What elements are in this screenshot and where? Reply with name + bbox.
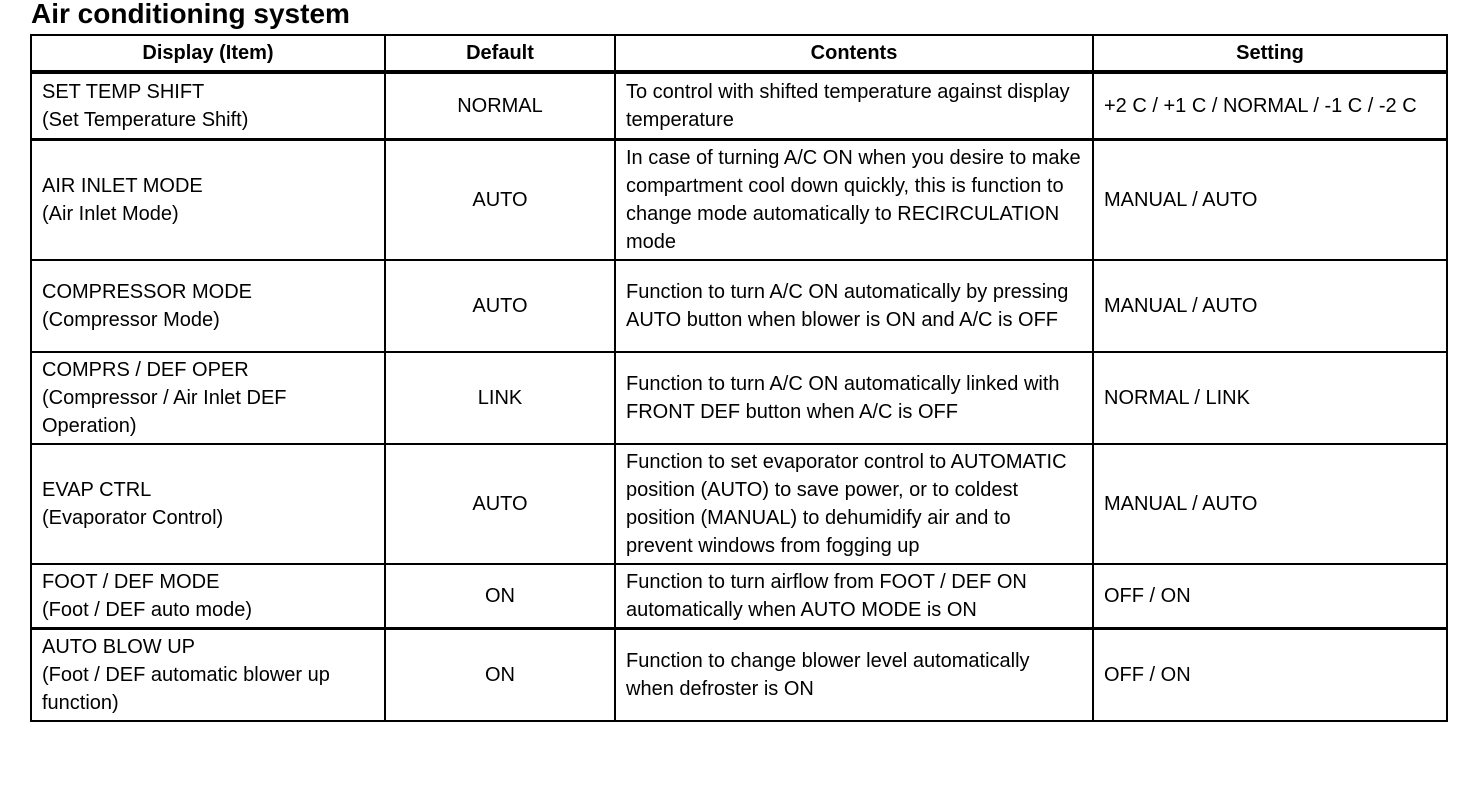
default-cell: ON [385,629,615,722]
table-row [31,260,1447,352]
item-cell [31,564,385,629]
item-description: (Set Temperature Shift) [42,109,249,131]
table-row [31,564,1447,629]
item-description: (Foot / DEF automatic blower up function) [42,664,330,714]
header-default: Default [385,35,615,72]
header-setting: Setting [1093,35,1447,72]
table-row [31,140,1447,261]
table-row [31,352,1447,444]
setting-cell: MANUAL / AUTO [1093,140,1447,261]
item-cell [31,444,385,564]
item-code: AUTO BLOW UP [42,636,195,658]
header-display-item: Display (Item) [31,35,385,72]
contents-cell: Function to turn A/C ON automatically by pressing AUTO button when blower is ON and A/C is OFF [615,260,1093,352]
contents-cell: In case of turning A/C ON when you desire to make compartment cool down quickly, this is function to change mode automatically to RECIRCULATION mode [615,140,1093,261]
table-row [31,629,1447,722]
item-description: (Foot / DEF auto mode) [42,599,253,621]
item-cell [31,72,385,140]
item-cell [31,260,385,352]
table-row [31,444,1447,564]
item-code: EVAP CTRL [42,479,152,501]
setting-cell: +2 C / +1 C / NORMAL / -1 C / -2 C [1093,72,1447,140]
contents-cell: Function to turn A/C ON automatically linked with FRONT DEF button when A/C is OFF [615,352,1093,444]
item-description: (Compressor / Air Inlet DEF Operation) [42,387,287,437]
item-description: (Compressor Mode) [42,309,220,331]
item-code: AIR INLET MODE [42,175,203,197]
item-code: FOOT / DEF MODE [42,571,220,593]
default-cell: AUTO [385,140,615,261]
setting-cell: NORMAL / LINK [1093,352,1447,444]
contents-cell: Function to change blower level automatically when defroster is ON [615,629,1093,722]
item-cell [31,629,385,722]
header-contents: Contents [615,35,1093,72]
item-cell [31,352,385,444]
setting-cell: MANUAL / AUTO [1093,444,1447,564]
table-header-row [31,35,1447,72]
item-description: (Evaporator Control) [42,507,224,529]
item-cell [31,140,385,261]
contents-cell: Function to set evaporator control to AUTOMATIC position (AUTO) to save power, or to coldest position (MANUAL) to dehumidify air and to prevent windows from fogging up [615,444,1093,564]
default-cell: AUTO [385,444,615,564]
page-title: Air conditioning system [31,0,350,29]
default-cell: NORMAL [385,72,615,140]
item-code: COMPRS / DEF OPER [42,359,249,381]
settings-table [30,34,1448,722]
item-description: (Air Inlet Mode) [42,203,179,225]
default-cell: AUTO [385,260,615,352]
contents-cell: To control with shifted temperature against display temperature [615,72,1093,140]
setting-cell: OFF / ON [1093,629,1447,722]
setting-cell: MANUAL / AUTO [1093,260,1447,352]
contents-cell: Function to turn airflow from FOOT / DEF ON automatically when AUTO MODE is ON [615,564,1093,629]
default-cell: LINK [385,352,615,444]
item-code: SET TEMP SHIFT [42,81,205,103]
table-row [31,72,1447,140]
default-cell: ON [385,564,615,629]
setting-cell: OFF / ON [1093,564,1447,629]
item-code: COMPRESSOR MODE [42,281,253,303]
